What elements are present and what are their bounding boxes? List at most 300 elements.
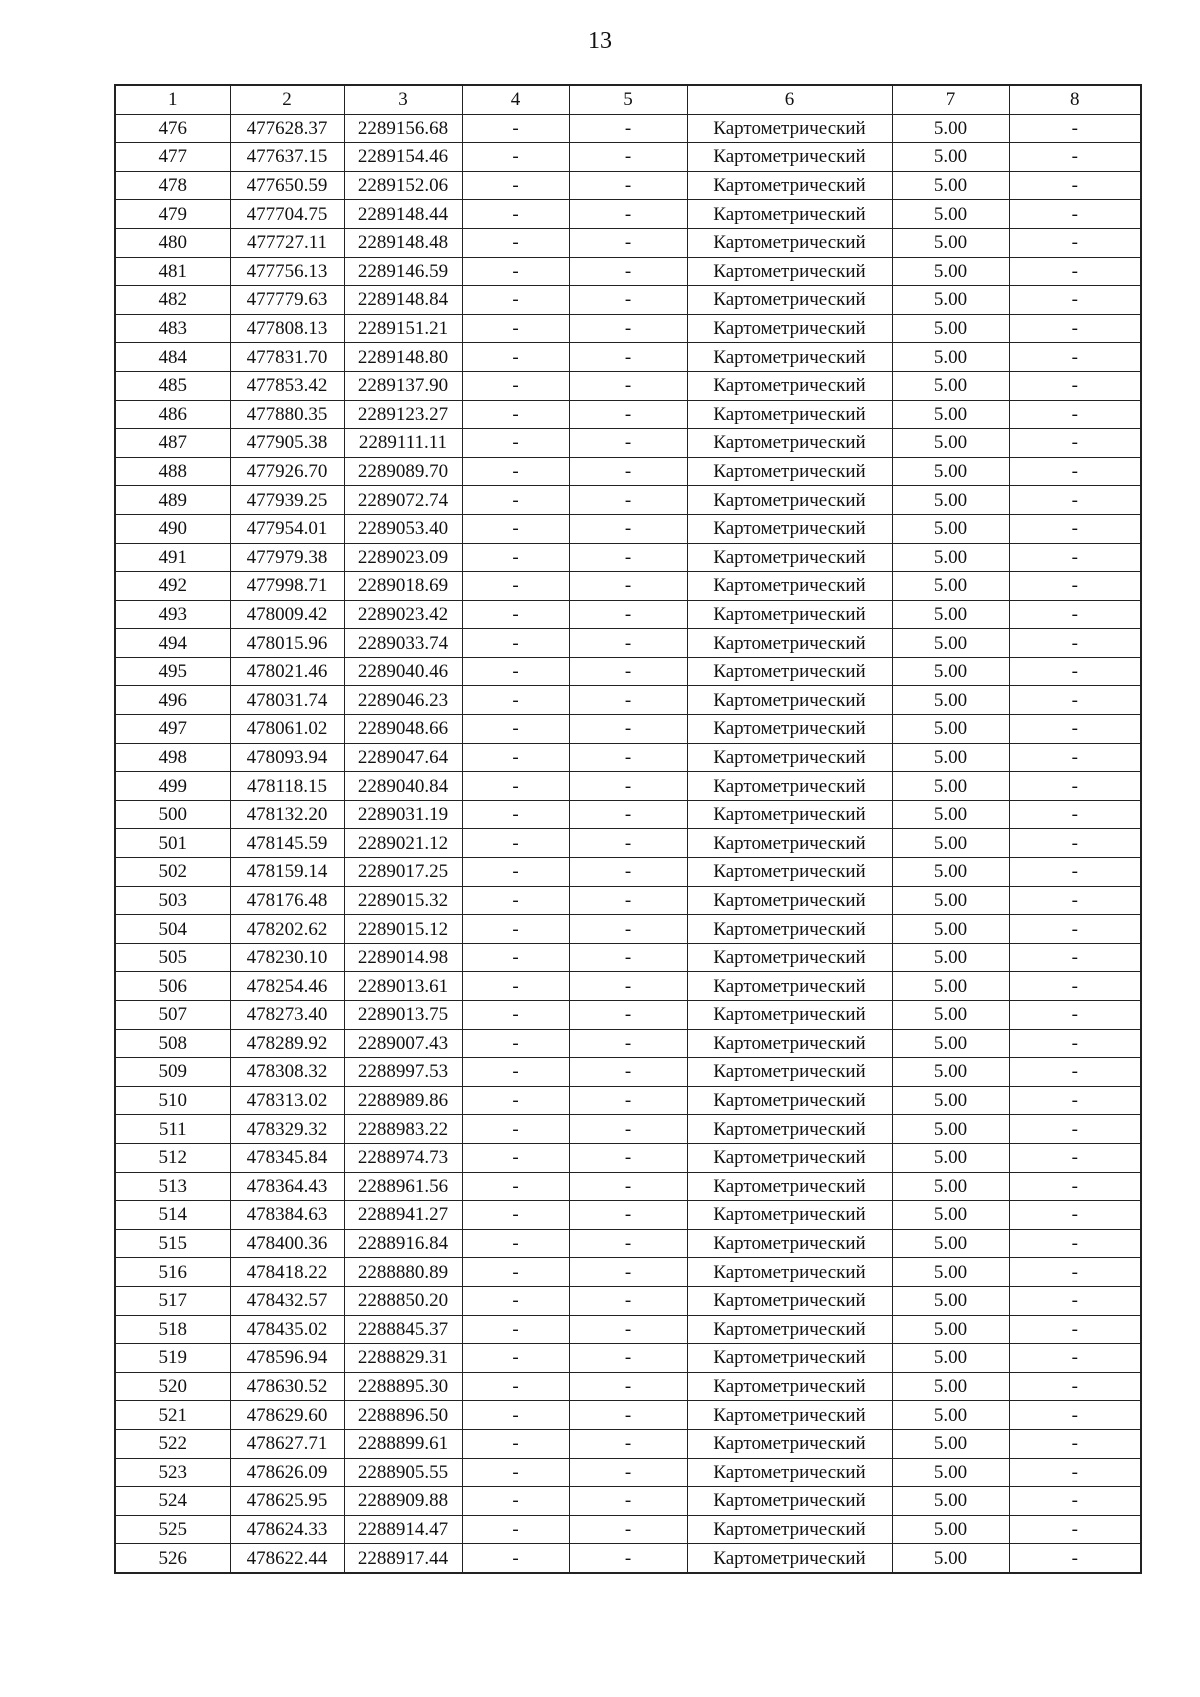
point-number-cell: 506 — [115, 972, 230, 1001]
col8-cell: - — [1009, 1172, 1141, 1201]
y-coordinate-cell: 2289154.46 — [344, 143, 462, 172]
point-number-cell: 489 — [115, 486, 230, 515]
table-row — [115, 1458, 1141, 1487]
point-number-cell: 485 — [115, 371, 230, 400]
point-number-cell: 521 — [115, 1401, 230, 1430]
y-coordinate-cell: 2289047.64 — [344, 743, 462, 772]
x-coordinate-cell: 478308.32 — [230, 1058, 344, 1087]
method-cell: Картометрический — [687, 858, 892, 887]
col8-cell: - — [1009, 943, 1141, 972]
col5-cell: - — [569, 829, 687, 858]
col4-cell: - — [462, 1086, 569, 1115]
point-number-cell: 503 — [115, 886, 230, 915]
table-row — [115, 457, 1141, 486]
table-row — [115, 1143, 1141, 1172]
col5-cell: - — [569, 371, 687, 400]
accuracy-cell: 5.00 — [892, 657, 1009, 686]
col8-cell: - — [1009, 200, 1141, 229]
y-coordinate-cell: 2288916.84 — [344, 1229, 462, 1258]
col5-cell: - — [569, 1058, 687, 1087]
y-coordinate-cell: 2289013.61 — [344, 972, 462, 1001]
table-row — [115, 114, 1141, 143]
x-coordinate-cell: 478622.44 — [230, 1544, 344, 1573]
col8-cell: - — [1009, 371, 1141, 400]
table-row — [115, 1344, 1141, 1373]
table-row — [115, 143, 1141, 172]
table-row — [115, 400, 1141, 429]
table-row — [115, 1029, 1141, 1058]
method-cell: Картометрический — [687, 371, 892, 400]
point-number-cell: 481 — [115, 257, 230, 286]
accuracy-cell: 5.00 — [892, 972, 1009, 1001]
col5-cell: - — [569, 1515, 687, 1544]
col8-cell: - — [1009, 429, 1141, 458]
method-cell: Картометрический — [687, 1487, 892, 1516]
method-cell: Картометрический — [687, 915, 892, 944]
y-coordinate-cell: 2289014.98 — [344, 943, 462, 972]
accuracy-cell: 5.00 — [892, 371, 1009, 400]
x-coordinate-cell: 478625.95 — [230, 1487, 344, 1516]
table-row — [115, 972, 1141, 1001]
x-coordinate-cell: 478418.22 — [230, 1258, 344, 1287]
point-number-cell: 490 — [115, 514, 230, 543]
table-row — [115, 629, 1141, 658]
accuracy-cell: 5.00 — [892, 600, 1009, 629]
col8-cell: - — [1009, 1315, 1141, 1344]
x-coordinate-cell: 478345.84 — [230, 1143, 344, 1172]
x-coordinate-cell: 477756.13 — [230, 257, 344, 286]
table-row — [115, 257, 1141, 286]
x-coordinate-cell: 478273.40 — [230, 1001, 344, 1030]
y-coordinate-cell: 2288914.47 — [344, 1515, 462, 1544]
method-cell: Картометрический — [687, 1401, 892, 1430]
col8-cell: - — [1009, 114, 1141, 143]
col5-cell: - — [569, 800, 687, 829]
col8-cell: - — [1009, 886, 1141, 915]
col8-cell: - — [1009, 1544, 1141, 1573]
accuracy-cell: 5.00 — [892, 286, 1009, 315]
col4-cell: - — [462, 228, 569, 257]
x-coordinate-cell: 478176.48 — [230, 886, 344, 915]
x-coordinate-cell: 477979.38 — [230, 543, 344, 572]
col5-cell: - — [569, 1458, 687, 1487]
y-coordinate-cell: 2289148.44 — [344, 200, 462, 229]
point-number-cell: 511 — [115, 1115, 230, 1144]
x-coordinate-cell: 478093.94 — [230, 743, 344, 772]
x-coordinate-cell: 478435.02 — [230, 1315, 344, 1344]
y-coordinate-cell: 2289048.66 — [344, 715, 462, 744]
x-coordinate-cell: 478629.60 — [230, 1401, 344, 1430]
point-number-cell: 514 — [115, 1201, 230, 1230]
col4-cell: - — [462, 800, 569, 829]
col8-cell: - — [1009, 1372, 1141, 1401]
point-number-cell: 497 — [115, 715, 230, 744]
accuracy-cell: 5.00 — [892, 686, 1009, 715]
table-row — [115, 486, 1141, 515]
col4-cell: - — [462, 514, 569, 543]
table-row — [115, 943, 1141, 972]
col8-cell: - — [1009, 1258, 1141, 1287]
col5-cell: - — [569, 1429, 687, 1458]
col4-cell: - — [462, 715, 569, 744]
y-coordinate-cell: 2289089.70 — [344, 457, 462, 486]
col4-cell: - — [462, 686, 569, 715]
column-header-3: 3 — [344, 85, 462, 114]
y-coordinate-cell: 2288896.50 — [344, 1401, 462, 1430]
col4-cell: - — [462, 457, 569, 486]
col4-cell: - — [462, 1487, 569, 1516]
accuracy-cell: 5.00 — [892, 343, 1009, 372]
col8-cell: - — [1009, 257, 1141, 286]
y-coordinate-cell: 2288829.31 — [344, 1344, 462, 1373]
method-cell: Картометрический — [687, 943, 892, 972]
y-coordinate-cell: 2289053.40 — [344, 514, 462, 543]
method-cell: Картометрический — [687, 543, 892, 572]
table-row — [115, 800, 1141, 829]
col5-cell: - — [569, 114, 687, 143]
x-coordinate-cell: 478432.57 — [230, 1286, 344, 1315]
col4-cell: - — [462, 972, 569, 1001]
x-coordinate-cell: 478159.14 — [230, 858, 344, 887]
x-coordinate-cell: 478061.02 — [230, 715, 344, 744]
table-row — [115, 600, 1141, 629]
x-coordinate-cell: 478400.36 — [230, 1229, 344, 1258]
accuracy-cell: 5.00 — [892, 1286, 1009, 1315]
y-coordinate-cell: 2289156.68 — [344, 114, 462, 143]
method-cell: Картометрический — [687, 1515, 892, 1544]
accuracy-cell: 5.00 — [892, 1029, 1009, 1058]
point-number-cell: 491 — [115, 543, 230, 572]
col4-cell: - — [462, 1201, 569, 1230]
method-cell: Картометрический — [687, 629, 892, 658]
col4-cell: - — [462, 1229, 569, 1258]
table-row — [115, 858, 1141, 887]
col5-cell: - — [569, 343, 687, 372]
col8-cell: - — [1009, 1001, 1141, 1030]
table-row — [115, 915, 1141, 944]
method-cell: Картометрический — [687, 114, 892, 143]
col8-cell: - — [1009, 858, 1141, 887]
x-coordinate-cell: 477704.75 — [230, 200, 344, 229]
accuracy-cell: 5.00 — [892, 1229, 1009, 1258]
table-row — [115, 1401, 1141, 1430]
col4-cell: - — [462, 371, 569, 400]
table-row — [115, 1315, 1141, 1344]
y-coordinate-cell: 2288917.44 — [344, 1544, 462, 1573]
col5-cell: - — [569, 858, 687, 887]
point-number-cell: 476 — [115, 114, 230, 143]
y-coordinate-cell: 2289031.19 — [344, 800, 462, 829]
method-cell: Картометрический — [687, 715, 892, 744]
col8-cell: - — [1009, 600, 1141, 629]
table-row — [115, 429, 1141, 458]
accuracy-cell: 5.00 — [892, 1401, 1009, 1430]
y-coordinate-cell: 2288961.56 — [344, 1172, 462, 1201]
y-coordinate-cell: 2288974.73 — [344, 1143, 462, 1172]
col5-cell: - — [569, 543, 687, 572]
point-number-cell: 488 — [115, 457, 230, 486]
col5-cell: - — [569, 629, 687, 658]
y-coordinate-cell: 2289123.27 — [344, 400, 462, 429]
col8-cell: - — [1009, 629, 1141, 658]
x-coordinate-cell: 478021.46 — [230, 657, 344, 686]
method-cell: Картометрический — [687, 829, 892, 858]
col4-cell: - — [462, 743, 569, 772]
col8-cell: - — [1009, 400, 1141, 429]
accuracy-cell: 5.00 — [892, 1487, 1009, 1516]
col4-cell: - — [462, 143, 569, 172]
method-cell: Картометрический — [687, 486, 892, 515]
point-number-cell: 483 — [115, 314, 230, 343]
col5-cell: - — [569, 1315, 687, 1344]
col5-cell: - — [569, 286, 687, 315]
method-cell: Картометрический — [687, 1286, 892, 1315]
method-cell: Картометрический — [687, 572, 892, 601]
x-coordinate-cell: 478313.02 — [230, 1086, 344, 1115]
method-cell: Картометрический — [687, 772, 892, 801]
col4-cell: - — [462, 286, 569, 315]
point-number-cell: 502 — [115, 858, 230, 887]
point-number-cell: 480 — [115, 228, 230, 257]
method-cell: Картометрический — [687, 286, 892, 315]
accuracy-cell: 5.00 — [892, 400, 1009, 429]
point-number-cell: 510 — [115, 1086, 230, 1115]
col8-cell: - — [1009, 457, 1141, 486]
point-number-cell: 523 — [115, 1458, 230, 1487]
x-coordinate-cell: 477650.59 — [230, 171, 344, 200]
col4-cell: - — [462, 600, 569, 629]
y-coordinate-cell: 2289072.74 — [344, 486, 462, 515]
page-number: 13 — [588, 28, 612, 54]
table-row — [115, 371, 1141, 400]
point-number-cell: 509 — [115, 1058, 230, 1087]
table-row — [115, 886, 1141, 915]
x-coordinate-cell: 478329.32 — [230, 1115, 344, 1144]
y-coordinate-cell: 2289023.09 — [344, 543, 462, 572]
accuracy-cell: 5.00 — [892, 1458, 1009, 1487]
col5-cell: - — [569, 1229, 687, 1258]
point-number-cell: 479 — [115, 200, 230, 229]
col4-cell: - — [462, 772, 569, 801]
x-coordinate-cell: 477727.11 — [230, 228, 344, 257]
table-row — [115, 743, 1141, 772]
accuracy-cell: 5.00 — [892, 1515, 1009, 1544]
accuracy-cell: 5.00 — [892, 543, 1009, 572]
accuracy-cell: 5.00 — [892, 514, 1009, 543]
point-number-cell: 513 — [115, 1172, 230, 1201]
method-cell: Картометрический — [687, 743, 892, 772]
method-cell: Картометрический — [687, 1429, 892, 1458]
point-number-cell: 484 — [115, 343, 230, 372]
table-row — [115, 200, 1141, 229]
point-number-cell: 526 — [115, 1544, 230, 1573]
x-coordinate-cell: 477905.38 — [230, 429, 344, 458]
x-coordinate-cell: 477939.25 — [230, 486, 344, 515]
col5-cell: - — [569, 657, 687, 686]
table-header-row — [115, 85, 1141, 114]
point-number-cell: 482 — [115, 286, 230, 315]
col4-cell: - — [462, 1401, 569, 1430]
accuracy-cell: 5.00 — [892, 1086, 1009, 1115]
column-header-8: 8 — [1009, 85, 1141, 114]
col5-cell: - — [569, 715, 687, 744]
table-row — [115, 1544, 1141, 1573]
table-row — [115, 572, 1141, 601]
col4-cell: - — [462, 1115, 569, 1144]
col5-cell: - — [569, 1201, 687, 1230]
col4-cell: - — [462, 1143, 569, 1172]
method-cell: Картометрический — [687, 257, 892, 286]
col8-cell: - — [1009, 1401, 1141, 1430]
col8-cell: - — [1009, 1515, 1141, 1544]
method-cell: Картометрический — [687, 314, 892, 343]
point-number-cell: 500 — [115, 800, 230, 829]
col8-cell: - — [1009, 743, 1141, 772]
accuracy-cell: 5.00 — [892, 1058, 1009, 1087]
accuracy-cell: 5.00 — [892, 1258, 1009, 1287]
y-coordinate-cell: 2289148.84 — [344, 286, 462, 315]
method-cell: Картометрический — [687, 228, 892, 257]
method-cell: Картометрический — [687, 1344, 892, 1373]
col5-cell: - — [569, 1143, 687, 1172]
col4-cell: - — [462, 1372, 569, 1401]
col5-cell: - — [569, 171, 687, 200]
x-coordinate-cell: 477637.15 — [230, 143, 344, 172]
col5-cell: - — [569, 314, 687, 343]
y-coordinate-cell: 2289007.43 — [344, 1029, 462, 1058]
table-row — [115, 171, 1141, 200]
col5-cell: - — [569, 514, 687, 543]
col8-cell: - — [1009, 143, 1141, 172]
method-cell: Картометрический — [687, 657, 892, 686]
col4-cell: - — [462, 915, 569, 944]
col5-cell: - — [569, 1344, 687, 1373]
table-row — [115, 686, 1141, 715]
point-number-cell: 501 — [115, 829, 230, 858]
method-cell: Картометрический — [687, 171, 892, 200]
point-number-cell: 520 — [115, 1372, 230, 1401]
method-cell: Картометрический — [687, 200, 892, 229]
col5-cell: - — [569, 572, 687, 601]
col5-cell: - — [569, 1401, 687, 1430]
col8-cell: - — [1009, 915, 1141, 944]
y-coordinate-cell: 2289148.48 — [344, 228, 462, 257]
accuracy-cell: 5.00 — [892, 257, 1009, 286]
y-coordinate-cell: 2288983.22 — [344, 1115, 462, 1144]
col4-cell: - — [462, 171, 569, 200]
table-row — [115, 715, 1141, 744]
accuracy-cell: 5.00 — [892, 114, 1009, 143]
column-header-7: 7 — [892, 85, 1009, 114]
table-row — [115, 1372, 1141, 1401]
accuracy-cell: 5.00 — [892, 1344, 1009, 1373]
col5-cell: - — [569, 486, 687, 515]
method-cell: Картометрический — [687, 1258, 892, 1287]
col4-cell: - — [462, 314, 569, 343]
table-row — [115, 314, 1141, 343]
col8-cell: - — [1009, 657, 1141, 686]
table-row — [115, 1201, 1141, 1230]
point-number-cell: 507 — [115, 1001, 230, 1030]
col8-cell: - — [1009, 543, 1141, 572]
method-cell: Картометрический — [687, 429, 892, 458]
col8-cell: - — [1009, 1429, 1141, 1458]
col8-cell: - — [1009, 1458, 1141, 1487]
col5-cell: - — [569, 1286, 687, 1315]
y-coordinate-cell: 2289040.46 — [344, 657, 462, 686]
x-coordinate-cell: 478009.42 — [230, 600, 344, 629]
point-number-cell: 515 — [115, 1229, 230, 1258]
col4-cell: - — [462, 1315, 569, 1344]
col5-cell: - — [569, 143, 687, 172]
point-number-cell: 518 — [115, 1315, 230, 1344]
x-coordinate-cell: 477954.01 — [230, 514, 344, 543]
table-row — [115, 1429, 1141, 1458]
x-coordinate-cell: 477831.70 — [230, 343, 344, 372]
x-coordinate-cell: 477880.35 — [230, 400, 344, 429]
col8-cell: - — [1009, 514, 1141, 543]
point-number-cell: 477 — [115, 143, 230, 172]
y-coordinate-cell: 2289151.21 — [344, 314, 462, 343]
col5-cell: - — [569, 1544, 687, 1573]
point-number-cell: 524 — [115, 1487, 230, 1516]
point-number-cell: 498 — [115, 743, 230, 772]
col5-cell: - — [569, 915, 687, 944]
x-coordinate-cell: 478254.46 — [230, 972, 344, 1001]
col5-cell: - — [569, 972, 687, 1001]
col4-cell: - — [462, 829, 569, 858]
x-coordinate-cell: 477926.70 — [230, 457, 344, 486]
point-number-cell: 522 — [115, 1429, 230, 1458]
accuracy-cell: 5.00 — [892, 1201, 1009, 1230]
accuracy-cell: 5.00 — [892, 829, 1009, 858]
y-coordinate-cell: 2288845.37 — [344, 1315, 462, 1344]
col5-cell: - — [569, 1029, 687, 1058]
column-header-5: 5 — [569, 85, 687, 114]
col5-cell: - — [569, 743, 687, 772]
method-cell: Картометрический — [687, 1544, 892, 1573]
point-number-cell: 495 — [115, 657, 230, 686]
col4-cell: - — [462, 1544, 569, 1573]
col8-cell: - — [1009, 715, 1141, 744]
col4-cell: - — [462, 343, 569, 372]
table-row — [115, 1086, 1141, 1115]
y-coordinate-cell: 2289111.11 — [344, 429, 462, 458]
column-header-6: 6 — [687, 85, 892, 114]
accuracy-cell: 5.00 — [892, 572, 1009, 601]
method-cell: Картометрический — [687, 400, 892, 429]
point-number-cell: 525 — [115, 1515, 230, 1544]
col5-cell: - — [569, 943, 687, 972]
col5-cell: - — [569, 1372, 687, 1401]
point-number-cell: 508 — [115, 1029, 230, 1058]
col5-cell: - — [569, 200, 687, 229]
col8-cell: - — [1009, 228, 1141, 257]
table-row — [115, 1487, 1141, 1516]
column-header-4: 4 — [462, 85, 569, 114]
col5-cell: - — [569, 400, 687, 429]
y-coordinate-cell: 2289046.23 — [344, 686, 462, 715]
col4-cell: - — [462, 886, 569, 915]
col8-cell: - — [1009, 829, 1141, 858]
y-coordinate-cell: 2289018.69 — [344, 572, 462, 601]
col4-cell: - — [462, 486, 569, 515]
col4-cell: - — [462, 1344, 569, 1373]
table-row — [115, 1172, 1141, 1201]
accuracy-cell: 5.00 — [892, 743, 1009, 772]
table-row — [115, 1515, 1141, 1544]
col4-cell: - — [462, 1172, 569, 1201]
